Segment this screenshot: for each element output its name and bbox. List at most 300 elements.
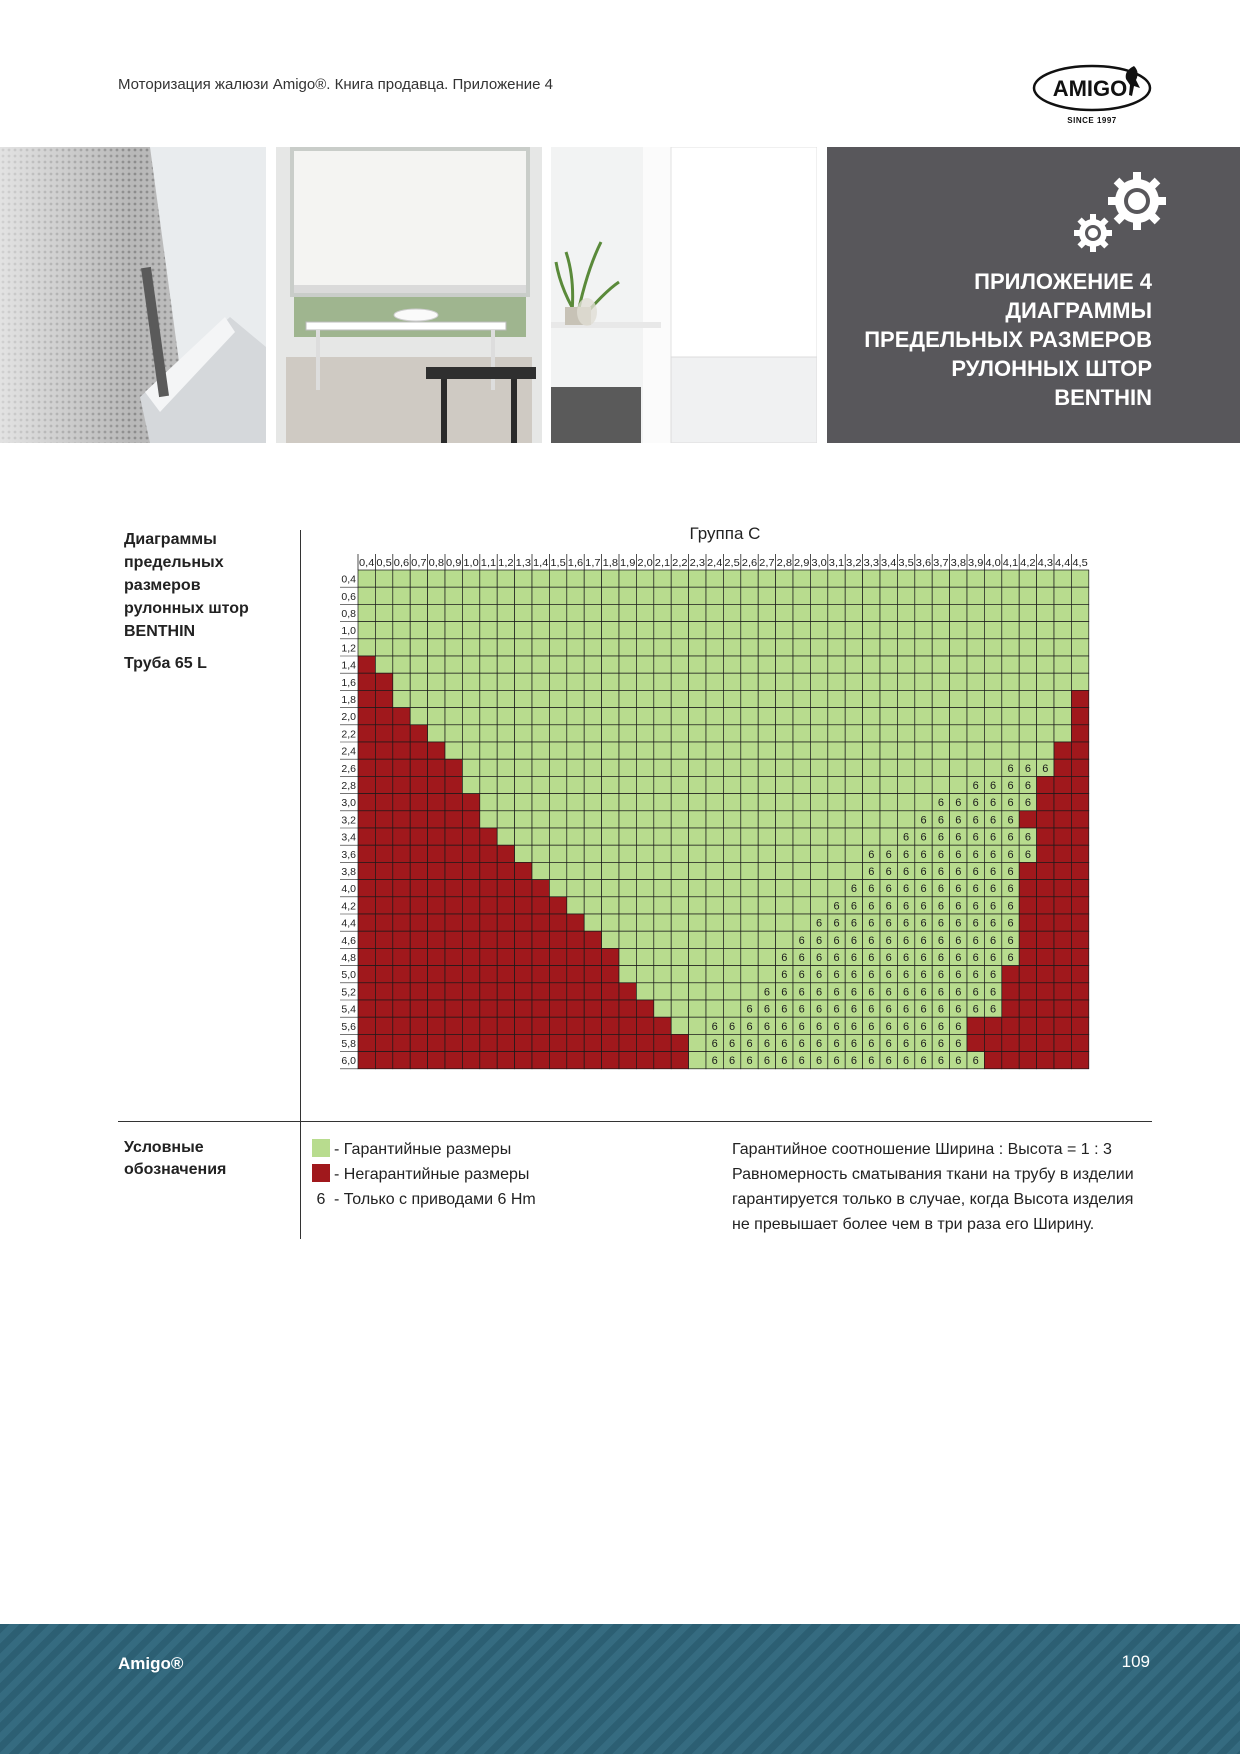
cell-not-guaranteed [1071,759,1088,776]
cell-guaranteed [776,587,793,604]
cell-6nm-label: 6 [1007,883,1014,896]
x-tick-label: 0,9 [446,557,462,569]
cell-guaranteed [706,587,723,604]
cell-not-guaranteed [1071,948,1088,965]
cell-6nm-label: 6 [937,969,944,982]
cell-6nm-label: 6 [972,1003,979,1016]
cell-not-guaranteed [549,1017,566,1034]
cell-not-guaranteed [480,914,497,931]
cell-not-guaranteed [1037,880,1054,897]
cell-guaranteed [810,587,827,604]
cell-not-guaranteed [619,1017,636,1034]
cell-not-guaranteed [480,897,497,914]
cell-guaranteed [1054,622,1071,639]
cell-guaranteed [950,708,967,725]
cell-not-guaranteed [410,983,427,1000]
cell-guaranteed [515,725,532,742]
cell-guaranteed [810,759,827,776]
product-photo-fabric-closeup [0,147,266,443]
cell-guaranteed [950,639,967,656]
cell-not-guaranteed [410,862,427,879]
cell-not-guaranteed [1019,811,1036,828]
cell-guaranteed [654,690,671,707]
cell-6nm-label: 6 [955,986,962,999]
y-tick-label: 2,6 [341,762,356,775]
cell-guaranteed [671,639,688,656]
cell-not-guaranteed [1037,862,1054,879]
cell-guaranteed [967,622,984,639]
cell-not-guaranteed [393,1000,410,1017]
cell-6nm-label: 6 [816,1020,823,1033]
cell-guaranteed [654,983,671,1000]
cell-guaranteed [1071,639,1088,656]
cell-not-guaranteed [393,983,410,1000]
divider-vertical [300,530,301,1121]
cell-not-guaranteed [410,914,427,931]
cell-not-guaranteed [1002,966,1019,983]
cell-guaranteed [602,742,619,759]
cell-guaranteed [776,656,793,673]
cell-guaranteed [549,656,566,673]
cell-guaranteed [1037,673,1054,690]
cell-guaranteed [897,690,914,707]
cell-guaranteed [619,639,636,656]
cell-guaranteed [671,983,688,1000]
cell-guaranteed [793,742,810,759]
cell-guaranteed [602,604,619,621]
x-tick-label: 3,4 [881,557,897,569]
cell-not-guaranteed [1019,931,1036,948]
cell-6nm-label: 6 [850,934,857,947]
cell-guaranteed [967,673,984,690]
product-photo-window-plant [551,147,817,443]
note-line: не превышает более чем в три раза его Ширину. [732,1216,1095,1233]
cell-guaranteed [723,587,740,604]
cell-not-guaranteed [393,759,410,776]
cell-guaranteed [480,690,497,707]
cell-guaranteed [863,690,880,707]
cell-6nm-label: 6 [746,1055,753,1068]
cell-guaranteed [741,811,758,828]
cell-not-guaranteed [532,1052,549,1069]
cell-not-guaranteed [445,862,462,879]
cell-guaranteed [776,862,793,879]
cell-not-guaranteed [358,880,375,897]
cell-not-guaranteed [497,1017,514,1034]
cell-guaranteed [584,639,601,656]
cell-guaranteed [915,742,932,759]
y-tick-label: 4,4 [341,917,356,930]
cell-guaranteed [1037,604,1054,621]
cell-guaranteed [462,604,479,621]
cell-6nm-label: 6 [990,1003,997,1016]
cell-not-guaranteed [393,742,410,759]
section-label-line: рулонных штор [124,600,249,617]
cell-not-guaranteed [654,1017,671,1034]
cell-guaranteed [619,622,636,639]
cell-guaranteed [915,725,932,742]
cell-6nm-label: 6 [816,917,823,930]
note-line: Гарантийное соотношение Ширина : Высота = 1 : 3 [732,1141,1112,1158]
cell-6nm-label: 6 [833,1055,840,1068]
cell-guaranteed [445,604,462,621]
cell-guaranteed [1054,673,1071,690]
cell-6nm-label: 6 [1024,848,1031,861]
cell-not-guaranteed [428,931,445,948]
cell-guaranteed [515,587,532,604]
cell-guaranteed [706,914,723,931]
cell-6nm-label: 6 [868,952,875,964]
cell-guaranteed [445,725,462,742]
cell-6nm-label: 6 [937,934,944,947]
cell-guaranteed [723,776,740,793]
cell-not-guaranteed [445,948,462,965]
cell-guaranteed [828,794,845,811]
cell-guaranteed [428,673,445,690]
y-tick-label: 5,2 [341,986,356,999]
cell-6nm-label: 6 [990,934,997,947]
x-tick-label: 2,0 [637,557,653,569]
cell-guaranteed [636,690,653,707]
cell-6nm-label: 6 [798,1038,805,1050]
cell-not-guaranteed [497,1034,514,1051]
cell-not-guaranteed [1071,1000,1088,1017]
cell-guaranteed [758,587,775,604]
cell-guaranteed [706,759,723,776]
cell-not-guaranteed [358,673,375,690]
cell-guaranteed [1002,656,1019,673]
cell-guaranteed [880,622,897,639]
cell-guaranteed [984,759,1001,776]
cell-guaranteed [915,776,932,793]
cell-guaranteed [863,570,880,587]
cell-guaranteed [584,742,601,759]
cell-not-guaranteed [636,1017,653,1034]
cell-not-guaranteed [445,1034,462,1051]
cell-guaranteed [793,828,810,845]
cell-not-guaranteed [428,862,445,879]
title-line: РУЛОННЫХ ШТОР [951,356,1152,381]
cell-not-guaranteed [480,1052,497,1069]
cell-6nm-label: 6 [937,1038,944,1050]
cell-guaranteed [567,845,584,862]
cell-not-guaranteed [1071,811,1088,828]
cell-guaranteed [567,811,584,828]
cell-guaranteed [532,690,549,707]
cell-guaranteed [602,914,619,931]
cell-guaranteed [741,604,758,621]
x-tick-label: 1,3 [515,557,532,569]
cell-not-guaranteed [445,759,462,776]
cell-guaranteed [828,828,845,845]
cell-guaranteed [863,587,880,604]
cell-guaranteed [689,897,706,914]
cell-not-guaranteed [1071,742,1088,759]
cell-guaranteed [845,845,862,862]
cell-not-guaranteed [480,862,497,879]
cell-guaranteed [723,983,740,1000]
cell-not-guaranteed [549,897,566,914]
cell-guaranteed [532,587,549,604]
cell-6nm-label: 6 [885,883,892,896]
cell-6nm-label: 6 [885,1020,892,1033]
cell-not-guaranteed [1071,828,1088,845]
cell-guaranteed [462,708,479,725]
cell-guaranteed [428,622,445,639]
cell-guaranteed [863,811,880,828]
cell-guaranteed [776,708,793,725]
cell-6nm-label: 6 [990,866,997,878]
cell-guaranteed [636,639,653,656]
cell-guaranteed [706,604,723,621]
cell-guaranteed [462,639,479,656]
cell-6nm-label: 6 [1007,848,1014,861]
cell-guaranteed [654,1000,671,1017]
cell-not-guaranteed [1037,897,1054,914]
y-tick-label: 6,0 [341,1055,356,1068]
cell-guaranteed [828,811,845,828]
cell-not-guaranteed [1037,983,1054,1000]
cell-guaranteed [375,587,392,604]
cell-6nm-label: 6 [955,866,962,878]
legend-heading-line: Условные [124,1139,204,1156]
cell-guaranteed [497,725,514,742]
cell-not-guaranteed [1071,708,1088,725]
cell-not-guaranteed [428,776,445,793]
cell-guaranteed [497,828,514,845]
cell-guaranteed [897,811,914,828]
cell-guaranteed [602,570,619,587]
cell-guaranteed [619,759,636,776]
cell-guaranteed [375,622,392,639]
cell-guaranteed [602,587,619,604]
legend-item-not-guaranteed [312,1164,529,1186]
cell-not-guaranteed [1019,1052,1036,1069]
cell-not-guaranteed [375,931,392,948]
cell-not-guaranteed [428,966,445,983]
cell-not-guaranteed [1019,862,1036,879]
y-tick-label: 1,4 [341,659,356,672]
cell-guaranteed [880,673,897,690]
cell-guaranteed [689,776,706,793]
cell-guaranteed [758,776,775,793]
cell-not-guaranteed [654,1052,671,1069]
cell-guaranteed [602,639,619,656]
cell-guaranteed [723,759,740,776]
cell-guaranteed [532,811,549,828]
cell-guaranteed [967,656,984,673]
cell-6nm-label: 6 [1007,831,1014,844]
cell-guaranteed [810,862,827,879]
cell-not-guaranteed [1054,1052,1071,1069]
y-tick-label: 3,6 [341,848,356,861]
cell-not-guaranteed [445,794,462,811]
cell-not-guaranteed [1037,1052,1054,1069]
y-tick-label: 0,4 [341,573,356,586]
cell-guaranteed [445,708,462,725]
cell-6nm-label: 6 [1024,797,1031,810]
cell-not-guaranteed [393,776,410,793]
cell-guaranteed [654,759,671,776]
cell-guaranteed [706,931,723,948]
cell-guaranteed [480,708,497,725]
cell-guaranteed [532,742,549,759]
cell-guaranteed [706,776,723,793]
x-tick-label: 2,8 [776,557,793,569]
cell-6nm-label: 6 [711,1038,718,1050]
cell-guaranteed [549,673,566,690]
cell-not-guaranteed [1071,690,1088,707]
tube-label: Труба 65 L [124,655,207,672]
cell-6nm-label: 6 [850,969,857,982]
cell-guaranteed [984,690,1001,707]
cell-guaranteed [375,570,392,587]
cell-guaranteed [741,725,758,742]
cell-guaranteed [758,862,775,879]
cell-guaranteed [793,776,810,793]
cell-not-guaranteed [1037,931,1054,948]
cell-not-guaranteed [1054,742,1071,759]
cell-6nm-label: 6 [1024,831,1031,844]
cell-6nm-label: 6 [972,831,979,844]
cell-not-guaranteed [445,931,462,948]
cell-not-guaranteed [497,862,514,879]
cell-6nm-label: 6 [937,1020,944,1033]
cell-guaranteed [549,794,566,811]
cell-6nm-label: 6 [816,986,823,999]
cell-6nm-label: 6 [920,900,927,913]
cell-guaranteed [776,880,793,897]
cell-guaranteed [741,880,758,897]
cell-6nm-label: 6 [955,917,962,930]
cell-not-guaranteed [671,1052,688,1069]
cell-guaranteed [932,708,949,725]
cell-guaranteed [549,708,566,725]
cell-not-guaranteed [1071,776,1088,793]
cell-6nm-label: 6 [937,1003,944,1016]
appendix-title-block [827,147,1240,443]
cell-6nm-label: 6 [920,1055,927,1068]
cell-guaranteed [689,914,706,931]
cell-guaranteed [567,690,584,707]
cell-guaranteed [793,914,810,931]
cell-guaranteed [706,983,723,1000]
cell-guaranteed [375,656,392,673]
cell-guaranteed [480,639,497,656]
cell-6nm-label: 6 [972,1055,979,1068]
cell-6nm-label: 6 [816,952,823,964]
cell-guaranteed [654,639,671,656]
cell-6nm-label: 6 [868,883,875,896]
cell-guaranteed [828,622,845,639]
cell-not-guaranteed [428,914,445,931]
cell-not-guaranteed [428,1034,445,1051]
cell-not-guaranteed [410,794,427,811]
x-tick-label: 1,7 [585,557,601,569]
cell-guaranteed [1019,604,1036,621]
cell-guaranteed [515,570,532,587]
cell-guaranteed [1037,742,1054,759]
cell-guaranteed [619,966,636,983]
cell-guaranteed [602,880,619,897]
cell-6nm-label: 6 [937,848,944,861]
cell-guaranteed [549,570,566,587]
cell-not-guaranteed [480,1034,497,1051]
cell-guaranteed [549,587,566,604]
cell-6nm-label: 6 [937,900,944,913]
cell-guaranteed [845,862,862,879]
section-label-line: размеров [124,577,201,594]
cell-guaranteed [706,811,723,828]
cell-not-guaranteed [515,1034,532,1051]
cell-guaranteed [810,742,827,759]
cell-not-guaranteed [410,1000,427,1017]
cell-not-guaranteed [445,828,462,845]
cell-guaranteed [619,931,636,948]
cell-not-guaranteed [480,948,497,965]
cell-not-guaranteed [358,983,375,1000]
y-tick-label: 5,0 [341,969,356,982]
y-tick-label: 5,4 [341,1003,356,1016]
cell-guaranteed [1019,725,1036,742]
cell-guaranteed [480,725,497,742]
cell-not-guaranteed [445,983,462,1000]
cell-guaranteed [497,639,514,656]
cell-guaranteed [863,794,880,811]
x-tick-label: 2,6 [741,557,758,569]
cell-guaranteed [897,708,914,725]
cell-6nm-label: 6 [798,969,805,982]
cell-guaranteed [880,656,897,673]
cell-guaranteed [706,639,723,656]
cell-not-guaranteed [619,983,636,1000]
cell-not-guaranteed [497,948,514,965]
cell-guaranteed [602,673,619,690]
cell-guaranteed [828,708,845,725]
cell-6nm-label: 6 [816,969,823,982]
cell-not-guaranteed [480,828,497,845]
cell-guaranteed [863,622,880,639]
cell-6nm-label: 6 [903,952,910,964]
cell-guaranteed [602,828,619,845]
cell-guaranteed [602,622,619,639]
cell-not-guaranteed [532,897,549,914]
cell-not-guaranteed [1002,983,1019,1000]
cell-guaranteed [619,708,636,725]
x-tick-label: 2,7 [759,557,775,569]
cell-not-guaranteed [654,1034,671,1051]
cell-6nm-label: 6 [868,1020,875,1033]
cell-not-guaranteed [462,948,479,965]
cell-6nm-label: 6 [920,1003,927,1016]
cell-guaranteed [915,673,932,690]
x-tick-label: 3,6 [915,557,932,569]
cell-not-guaranteed [445,1017,462,1034]
cell-guaranteed [602,931,619,948]
cell-6nm-label: 6 [868,934,875,947]
cell-not-guaranteed [584,948,601,965]
cell-not-guaranteed [984,1017,1001,1034]
cell-guaranteed [967,708,984,725]
cell-guaranteed [758,759,775,776]
cell-guaranteed [984,656,1001,673]
cell-guaranteed [810,725,827,742]
cell-6nm-label: 6 [850,900,857,913]
cell-guaranteed [758,966,775,983]
cell-not-guaranteed [410,931,427,948]
cell-not-guaranteed [445,776,462,793]
cell-guaranteed [845,742,862,759]
